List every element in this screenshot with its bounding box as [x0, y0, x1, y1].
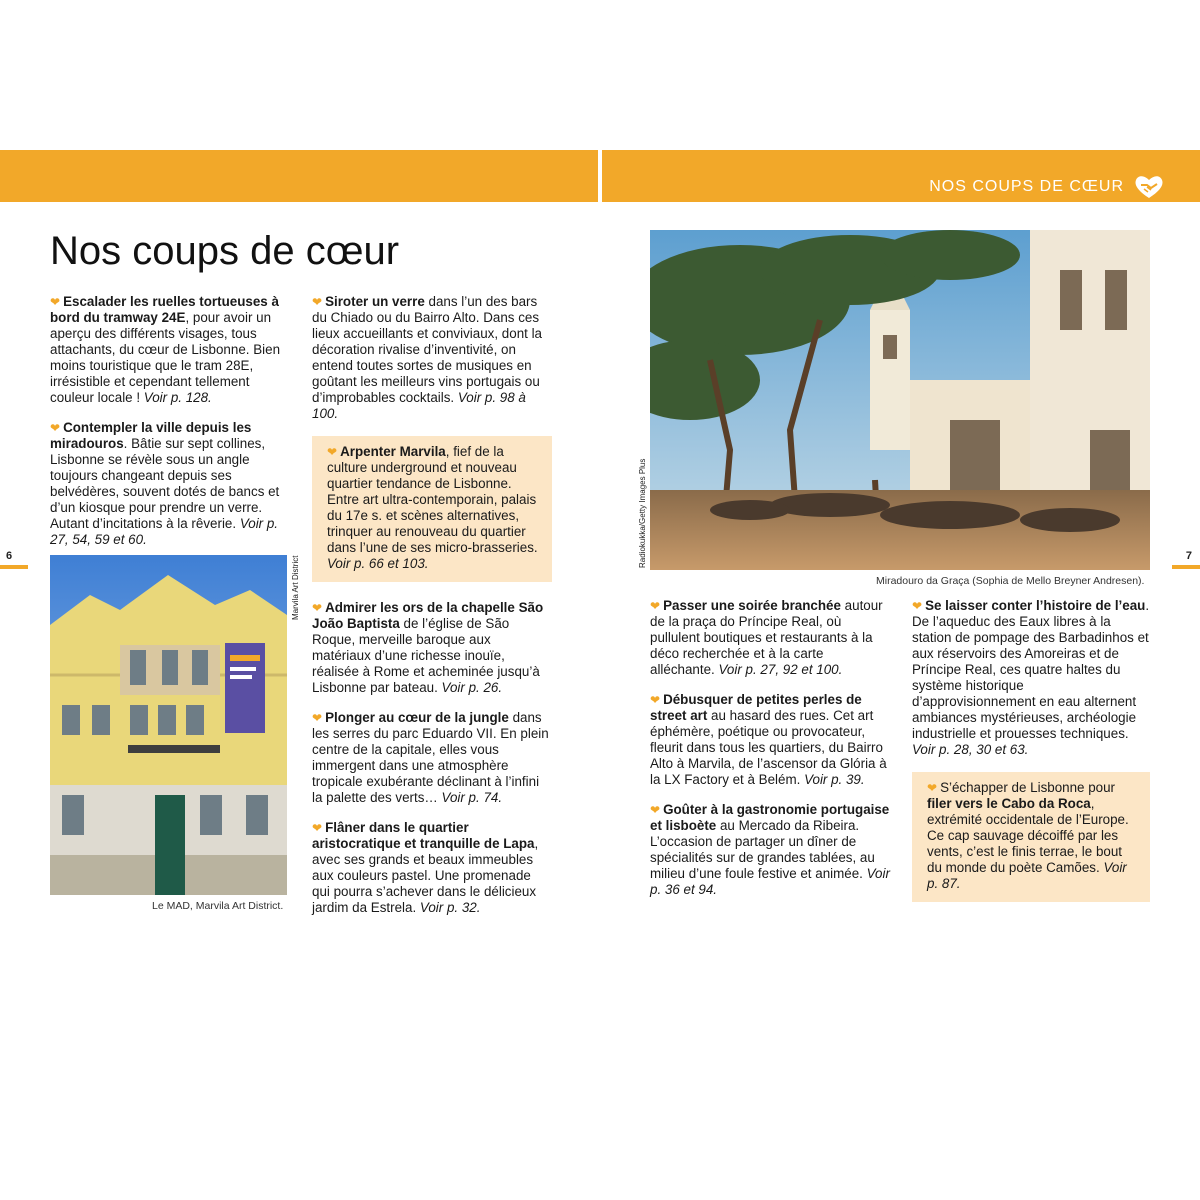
heart-icon: ❤: [312, 711, 323, 725]
column-1: [50, 294, 290, 562]
photo-marvila-art-district: [50, 555, 287, 895]
entry-sao-joao: ❤ Admirer les ors de la chapelle São João Baptista de l’église de São Roque, merveille baroque aux matériaux d’une richesse inouïe, réalisée à Rome et acheminée jusqu’à Lisbonne par bateau. Voir p. 26.: [312, 600, 544, 695]
entry-lapa: ❤ Flâner dans le quartier aristocratique et tranquille de Lapa, avec ses grands et beaux immeubles aux couleurs pastel. Une promenade qui pourra s’achever dans le délicieux jardim da Estrela. Voir p. 32.: [312, 820, 539, 915]
heart-icon: ❤: [650, 693, 661, 707]
entry-histoire-eau: ❤ Se laisser conter l’histoire de l’eau. De l’aqueduc des Eaux libres à la station de pompage des Barbadinhos et aux réservoirs des Amoreiras et de Príncipe Real, ces quatre haltes du système historique d’approvisionnement en eau alternent ambiances mystérieuses, archéologie industrielle et prouesses techniques. Voir p. 28, 30 et 63.: [912, 598, 1150, 757]
page-number-right: 7: [1185, 550, 1192, 562]
heart-icon: ❤: [912, 599, 923, 613]
heart-icon: ❤: [650, 599, 661, 613]
photo-credit-right: Radiokukka/Getty Images Plus: [638, 458, 647, 568]
entry-miradouros: ❤ Contempler la ville depuis les miradouros. Bâtie sur sept collines, Lisbonne se révèle sous un angle toujours changeant depuis ses belvédères, souvent dotés de bancs et d’un kiosque pour prendre un verre. Autant d’incitations à la rêverie. Voir p. 27, 54, 59 et 60.: [50, 420, 280, 547]
heart-icon: ❤: [927, 781, 938, 795]
photo-caption-right: Miradouro da Graça (Sophia de Mello Breyner Andresen).: [876, 575, 1145, 587]
page-marker-right: [1172, 565, 1200, 569]
section-title: NOS COUPS DE CŒUR: [929, 178, 1124, 195]
entry-soiree: ❤ Passer une soirée branchée autour de la praça do Príncipe Real, où pullulent boutiques et restaurants à la déco recherchée et à la carte alléchante. Voir p. 27, 92 et 100.: [650, 598, 883, 677]
entry-cabo-da-roca-box: ❤ S’échapper de Lisbonne pour filer vers le Cabo da Roca, extrémité occidentale de l’Europe. Ce cap sauvage décoiffé par les vents, c’est le finis terrae, le bout du monde du poète Camões. Voir p. 87.: [912, 772, 1150, 902]
entry-street-art: ❤ Débusquer de petites perles de street art au hasard des rues. Cet art éphémère, poétique ou provocateur, fleurit dans tous les quartiers, du Bairro Alto à Marvila, de l’ascensor da Glória à la LX Factory et à Belém. Voir p. 39.: [650, 692, 887, 787]
entry-siroter: ❤ Siroter un verre dans l’un des bars du Chiado ou du Bairro Alto. Dans ces lieux accueillants et conviviaux, dont la décoration rivalise d’inventivité, on entend toutes sortes de musiques en goûtant les meilleurs vins portugais ou d’improbables cocktails. Voir p. 98 à 100.: [312, 294, 543, 421]
photo-caption-left: Le MAD, Marvila Art District.: [152, 900, 284, 912]
heart-icon: ❤: [312, 295, 323, 309]
heart-icon: ❤: [650, 803, 661, 817]
photo-miradouro-da-graca: [650, 230, 1150, 570]
handshake-heart-icon: [1132, 171, 1166, 201]
entry-gastronomie: ❤ Goûter à la gastronomie portugaise et lisboète au Mercado da Ribeira. L’occasion de partager un dîner de spécialités sur de grandes tablées, au milieu d’une foule festive et animée. Voir p. 36 et 94.: [650, 802, 890, 897]
page-marker-left: [0, 565, 28, 569]
photo-credit-left: Marvila Art District: [291, 555, 300, 620]
heart-icon: ❤: [312, 821, 323, 835]
heart-icon: ❤: [327, 445, 338, 459]
heart-icon: ❤: [50, 295, 61, 309]
page-number-left: 6: [6, 550, 13, 562]
page-title: Nos coups de cœur: [50, 229, 400, 273]
column-2: [312, 294, 552, 930]
heart-icon: ❤: [312, 601, 323, 615]
column-3: [650, 598, 890, 912]
header-band-left: [0, 150, 598, 202]
entry-tramway: ❤ Escalader les ruelles tortueuses à bord du tramway 24E, pour avoir un aperçu des différents visages, tous attachants, du cœur de Lisbonne. Bien moins touristique que le tram 28E, irrésistible et cependant tellement couleur locale ! Voir p. 128.: [50, 294, 281, 405]
entry-marvila-box: ❤ Arpenter Marvila, fief de la culture underground et nouveau quartier tendance de Lisbonne. Entre art ultra-contemporain, palais du 17e s. et scènes alternatives, trinquer au renouveau du quartier dans l’une de ses micro-brasseries. Voir p. 66 et 103.: [312, 436, 552, 582]
entry-jungle: ❤ Plonger au cœur de la jungle dans les serres du parc Eduardo VII. En plein centre de la capitale, elles vous immergent dans une atmosphère tropicale exubérante déclinant à l’infini la palette des verts… Voir p. 74.: [312, 710, 549, 805]
heart-icon: ❤: [50, 421, 61, 435]
column-4: [912, 598, 1150, 920]
